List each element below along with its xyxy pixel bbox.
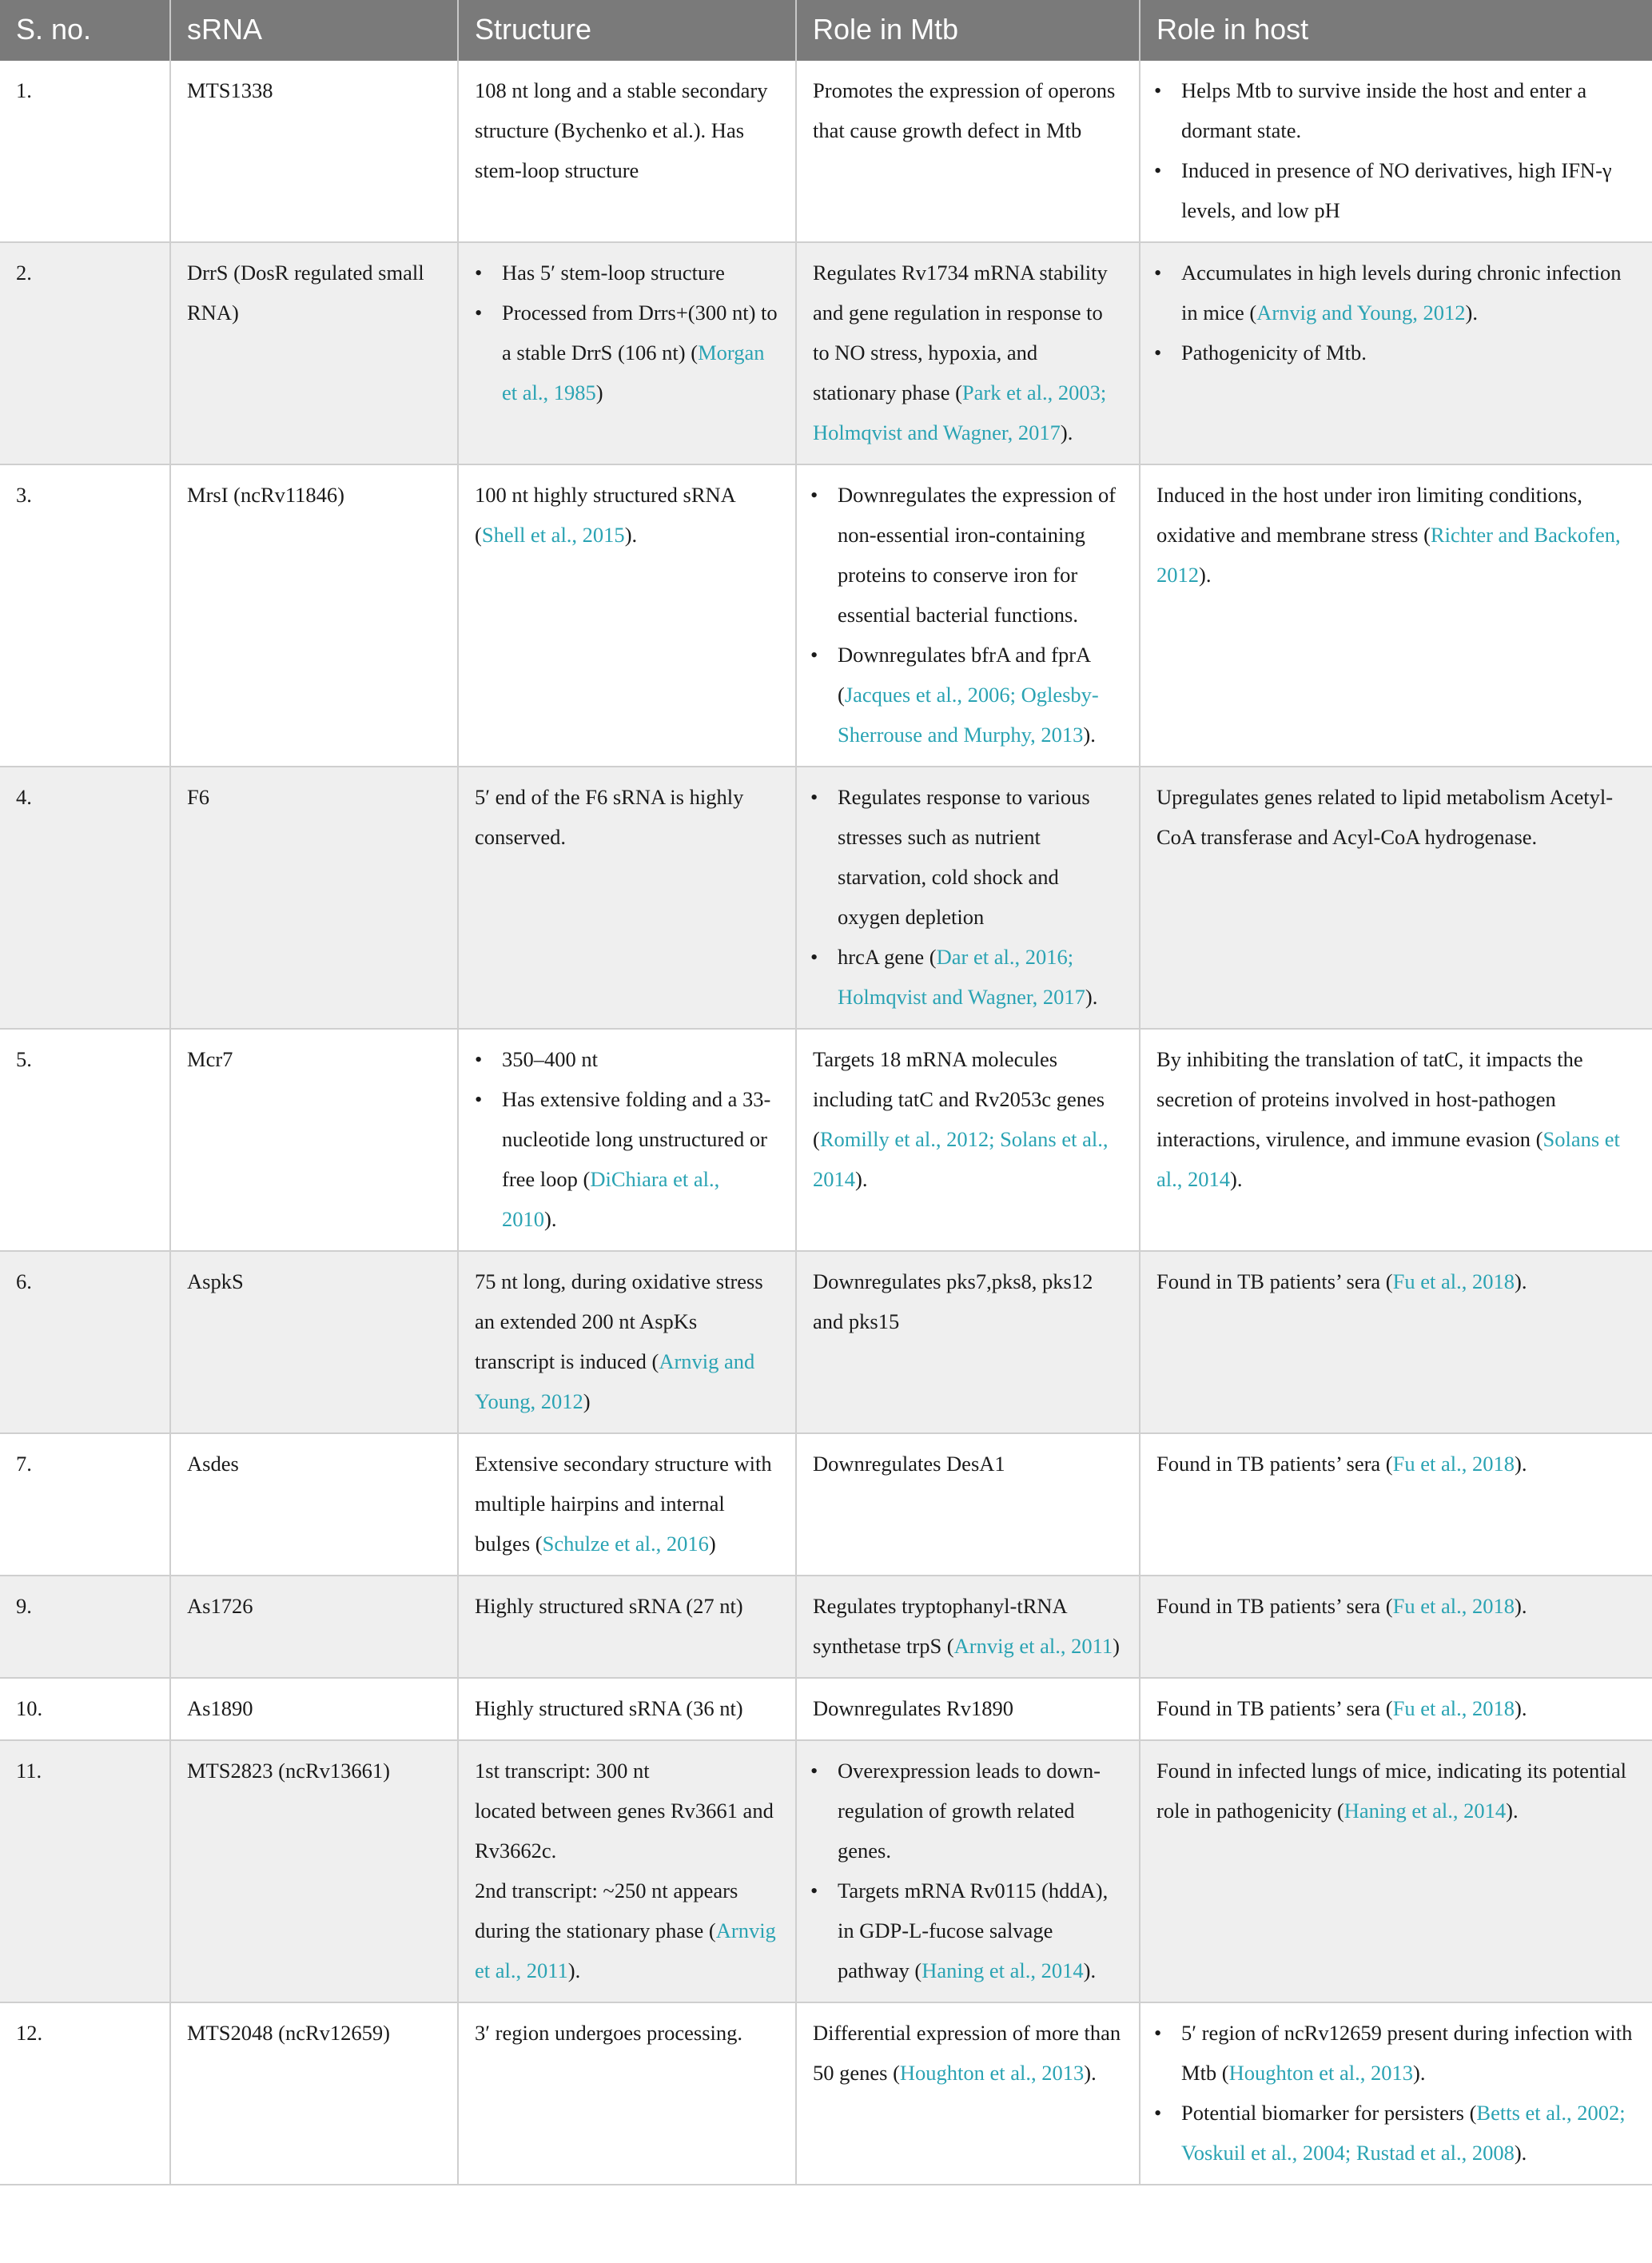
text-run: Upregulates genes related to lipid metabolism Acetyl-CoA transferase and Acyl-CoA hydrogenase. bbox=[1156, 785, 1614, 849]
bullet-list bbox=[475, 1039, 779, 1239]
bullet-list bbox=[810, 475, 1123, 755]
cell-srna: As1726 bbox=[170, 1576, 458, 1678]
cell-srna: As1890 bbox=[170, 1678, 458, 1740]
text-run: ). bbox=[1084, 2061, 1097, 2085]
header-structure: Structure bbox=[458, 0, 796, 61]
text-run: ). bbox=[1515, 1269, 1527, 1293]
text-run: ). bbox=[1506, 1799, 1519, 1823]
cell-structure bbox=[458, 767, 796, 1029]
cell-structure bbox=[458, 1251, 796, 1433]
text-run: ). bbox=[1199, 563, 1212, 587]
citation-link: Fu et al., 2018 bbox=[1392, 1269, 1515, 1293]
table-row bbox=[0, 1576, 1652, 1678]
citation-link: Park et al., 2003; Holmqvist and Wagner, 2017 bbox=[813, 380, 1107, 444]
text-run: ). bbox=[1083, 1958, 1097, 1982]
bullet-item bbox=[1181, 150, 1636, 230]
text-run: Highly structured sRNA (36 nt) bbox=[475, 1696, 743, 1720]
text-run: ). bbox=[1515, 1696, 1527, 1720]
cell-sno: 9. bbox=[0, 1576, 170, 1678]
citation-link: Houghton et al., 2013 bbox=[899, 2061, 1085, 2085]
citation-link: Haning et al., 2014 bbox=[922, 1958, 1084, 1982]
table-row bbox=[0, 464, 1652, 767]
text-run: Induced in the host under iron limiting conditions, oxidative and membrane stress ( bbox=[1156, 483, 1582, 547]
cell-srna: F6 bbox=[170, 767, 458, 1029]
cell-role-in-host bbox=[1140, 464, 1652, 767]
table-row bbox=[0, 1678, 1652, 1740]
cell-sno: 3. bbox=[0, 464, 170, 767]
bullet-list bbox=[475, 253, 779, 412]
cell-role-in-host bbox=[1140, 1576, 1652, 1678]
citation-link: Arnvig and Young, 2012 bbox=[1256, 301, 1466, 325]
header-srna: sRNA bbox=[170, 0, 458, 61]
cell-sno: 7. bbox=[0, 1433, 170, 1576]
bullet-item bbox=[838, 1751, 1123, 1871]
text-run: Found in TB patients’ sera ( bbox=[1156, 1594, 1393, 1618]
text-run: Targets 18 mRNA molecules including tatC and Rv2053c genes ( bbox=[813, 1047, 1105, 1151]
table-row bbox=[0, 767, 1652, 1029]
text-run: ) bbox=[708, 1532, 716, 1556]
bullet-item bbox=[838, 937, 1123, 1017]
cell-sno: 4. bbox=[0, 767, 170, 1029]
text-run: Potential biomarker for persisters ( bbox=[1181, 2101, 1477, 2125]
header-role-in-mtb: Role in Mtb bbox=[796, 0, 1140, 61]
bullet-item bbox=[1181, 2013, 1636, 2093]
cell-role-in-mtb bbox=[796, 1740, 1140, 2002]
table-body bbox=[0, 61, 1652, 2185]
bullet-item bbox=[1181, 70, 1636, 150]
bullet-list bbox=[1154, 2013, 1636, 2173]
cell-srna: AspkS bbox=[170, 1251, 458, 1433]
table-header bbox=[0, 0, 1652, 61]
header-row bbox=[0, 0, 1652, 61]
citation-link: Morgan et al., 1985 bbox=[502, 341, 765, 404]
citation-link: Fu et al., 2018 bbox=[1392, 1594, 1515, 1618]
cell-role-in-host bbox=[1140, 767, 1652, 1029]
bullet-list bbox=[1154, 253, 1636, 373]
citation-link: Solans et al., 2014 bbox=[1156, 1127, 1620, 1191]
citation-link: Fu et al., 2018 bbox=[1392, 1696, 1515, 1720]
bullet-item bbox=[1181, 333, 1636, 373]
text-run: 3′ region undergoes processing. bbox=[475, 2021, 743, 2045]
cell-sno: 6. bbox=[0, 1251, 170, 1433]
text-run: Downregulates DesA1 bbox=[813, 1452, 1005, 1476]
text-run: ). bbox=[1514, 2141, 1527, 2165]
bullet-item bbox=[502, 1039, 779, 1079]
cell-role-in-host bbox=[1140, 1740, 1652, 2002]
cell-srna: MTS2048 (ncRv12659) bbox=[170, 2002, 458, 2185]
text-run: Helps Mtb to survive inside the host and enter a dormant state. bbox=[1181, 78, 1587, 142]
cell-role-in-mtb bbox=[796, 1433, 1140, 1576]
cell-role-in-mtb bbox=[796, 61, 1140, 242]
cell-sno: 10. bbox=[0, 1678, 170, 1740]
cell-role-in-mtb bbox=[796, 1678, 1140, 1740]
cell-structure bbox=[458, 2002, 796, 2185]
cell-sno: 11. bbox=[0, 1740, 170, 2002]
bullet-item bbox=[502, 1079, 779, 1239]
text-run: Downregulates the expression of non-essential iron-containing proteins to conserve iron for essential bacterial functions. bbox=[838, 483, 1117, 627]
cell-structure bbox=[458, 242, 796, 464]
cell-structure bbox=[458, 464, 796, 767]
text-run: ). bbox=[1230, 1167, 1243, 1191]
text-run: Highly structured sRNA (27 nt) bbox=[475, 1594, 743, 1618]
cell-srna: MTS2823 (ncRv13661) bbox=[170, 1740, 458, 2002]
cell-srna: DrrS (DosR regulated small RNA) bbox=[170, 242, 458, 464]
cell-role-in-mtb bbox=[796, 242, 1140, 464]
text-run: Differential expression of more than 50 genes ( bbox=[813, 2021, 1121, 2085]
cell-role-in-mtb bbox=[796, 1029, 1140, 1251]
citation-link: Arnvig et al., 2011 bbox=[953, 1634, 1113, 1658]
cell-structure bbox=[458, 1740, 796, 2002]
text-run: Regulates Rv1734 mRNA stability and gene regulation in response to to NO stress, hypoxia, and stationary phase ( bbox=[813, 261, 1108, 404]
cell-role-in-host bbox=[1140, 2002, 1652, 2185]
table-row bbox=[0, 1029, 1652, 1251]
text-run: 108 nt long and a stable secondary structure (Bychenko et al.). Has stem-loop structure bbox=[475, 78, 768, 182]
text-run: Found in TB patients’ sera ( bbox=[1156, 1696, 1393, 1720]
text-run: ). bbox=[1413, 2061, 1426, 2085]
table-row bbox=[0, 1740, 1652, 2002]
text-run: 75 nt long, during oxidative stress an extended 200 nt AspKs transcript is induced ( bbox=[475, 1269, 763, 1373]
text-run: Found in TB patients’ sera ( bbox=[1156, 1269, 1393, 1293]
text-run: ). bbox=[544, 1207, 557, 1231]
text-run: ) bbox=[595, 380, 603, 404]
text-run: 1st transcript: 300 nt bbox=[475, 1759, 650, 1783]
text-run: Found in TB patients’ sera ( bbox=[1156, 1452, 1393, 1476]
table-row bbox=[0, 242, 1652, 464]
table-row bbox=[0, 1433, 1652, 1576]
bullet-item bbox=[838, 1871, 1123, 1990]
cell-role-in-mtb bbox=[796, 1576, 1140, 1678]
bullet-list bbox=[1154, 70, 1636, 230]
text-run: located between genes Rv3661 and Rv3662c. bbox=[475, 1799, 774, 1863]
text-run: Induced in presence of NO derivatives, high IFN-γ levels, and low pH bbox=[1181, 158, 1612, 222]
cell-sno: 2. bbox=[0, 242, 170, 464]
text-run: Has 5′ stem-loop structure bbox=[502, 261, 725, 285]
bullet-item bbox=[1181, 2093, 1636, 2173]
text-run: By inhibiting the translation of tatC, it impacts the secretion of proteins involved in host-pathogen interactions, virulence, and immune evasion ( bbox=[1156, 1047, 1583, 1151]
text-run: Regulates tryptophanyl-tRNA synthetase trpS ( bbox=[813, 1594, 1067, 1658]
text-run: ). bbox=[1060, 420, 1073, 444]
text-run: ) bbox=[583, 1389, 591, 1413]
citation-link: Romilly et al., 2012; Solans et al., 2014 bbox=[813, 1127, 1109, 1191]
text-run: Pathogenicity of Mtb. bbox=[1181, 341, 1367, 365]
header-role-in-host: Role in host bbox=[1140, 0, 1652, 61]
bullet-item bbox=[838, 475, 1123, 635]
citation-link: Arnvig and Young, 2012 bbox=[475, 1349, 755, 1413]
text-run: ). bbox=[567, 1958, 581, 1982]
text-run: 5′ end of the F6 sRNA is highly conserved. bbox=[475, 785, 744, 849]
bullet-list bbox=[810, 1751, 1123, 1990]
cell-role-in-host bbox=[1140, 242, 1652, 464]
cell-role-in-mtb bbox=[796, 1251, 1140, 1433]
text-run: ). bbox=[1083, 723, 1096, 747]
cell-structure bbox=[458, 61, 796, 242]
text-run: Promotes the expression of operons that cause growth defect in Mtb bbox=[813, 78, 1116, 142]
bullet-item bbox=[502, 293, 779, 412]
text-run: ). bbox=[1515, 1594, 1527, 1618]
cell-srna: Mcr7 bbox=[170, 1029, 458, 1251]
text-line bbox=[475, 1791, 779, 1871]
cell-role-in-mtb bbox=[796, 2002, 1140, 2185]
text-run: ). bbox=[855, 1167, 868, 1191]
text-line bbox=[475, 1751, 779, 1791]
bullet-item bbox=[1181, 253, 1636, 333]
bullet-list bbox=[810, 777, 1123, 1017]
text-run: Has extensive folding and a 33-nucleotide long unstructured or free loop ( bbox=[502, 1087, 771, 1191]
cell-srna: MrsI (ncRv11846) bbox=[170, 464, 458, 767]
cell-role-in-mtb bbox=[796, 767, 1140, 1029]
cell-role-in-host bbox=[1140, 61, 1652, 242]
cell-role-in-host bbox=[1140, 1433, 1652, 1576]
text-run: Processed from Drrs+(300 nt) to a stable DrrS (106 nt) ( bbox=[502, 301, 778, 365]
bullet-item bbox=[838, 777, 1123, 937]
citation-link: Betts et al., 2002; Voskuil et al., 2004; Rustad et al., 2008 bbox=[1181, 2101, 1626, 2165]
citation-link: Haning et al., 2014 bbox=[1343, 1799, 1507, 1823]
text-run: Downregulates pks7,pks8, pks12 and pks15 bbox=[813, 1269, 1093, 1333]
cell-structure bbox=[458, 1678, 796, 1740]
table-row bbox=[0, 1251, 1652, 1433]
citation-link: Fu et al., 2018 bbox=[1392, 1452, 1515, 1476]
text-run: ) bbox=[1113, 1634, 1120, 1658]
table-row bbox=[0, 61, 1652, 242]
cell-sno: 5. bbox=[0, 1029, 170, 1251]
bullet-item bbox=[838, 635, 1123, 755]
bullet-item bbox=[502, 253, 779, 293]
citation-link: Jacques et al., 2006; Oglesby-Sherrouse and Murphy, 2013 bbox=[838, 683, 1099, 747]
text-run: 5′ region of ncRv12659 present during infection with Mtb ( bbox=[1181, 2021, 1633, 2085]
cell-role-in-mtb bbox=[796, 464, 1140, 767]
text-run: 100 nt highly structured sRNA ( bbox=[475, 483, 735, 547]
text-run: 2nd transcript: ~250 nt appears during the stationary phase ( bbox=[475, 1879, 738, 1942]
cell-srna: Asdes bbox=[170, 1433, 458, 1576]
text-run: Downregulates bfrA and fprA ( bbox=[838, 643, 1090, 707]
citation-link: DiChiara et al., 2010 bbox=[502, 1167, 720, 1231]
text-run: 350–400 nt bbox=[502, 1047, 598, 1071]
cell-structure bbox=[458, 1029, 796, 1251]
cell-role-in-host bbox=[1140, 1029, 1652, 1251]
cell-structure bbox=[458, 1576, 796, 1678]
header-sno: S. no. bbox=[0, 0, 170, 61]
citation-link: Houghton et al., 2013 bbox=[1228, 2061, 1413, 2085]
table-row bbox=[0, 2002, 1652, 2185]
citation-link: Dar et al., 2016; Holmqvist and Wagner, 2017 bbox=[838, 945, 1085, 1009]
text-run: ). bbox=[1515, 1452, 1527, 1476]
text-run: Regulates response to various stresses such as nutrient starvation, cold shock and oxygen depletion bbox=[838, 785, 1090, 929]
cell-srna: MTS1338 bbox=[170, 61, 458, 242]
cell-structure bbox=[458, 1433, 796, 1576]
text-run: Extensive secondary structure with multiple hairpins and internal bulges ( bbox=[475, 1452, 772, 1556]
cell-role-in-host bbox=[1140, 1678, 1652, 1740]
text-run: Overexpression leads to down-regulation of growth related genes. bbox=[838, 1759, 1101, 1863]
citation-link: Schulze et al., 2016 bbox=[542, 1532, 709, 1556]
cell-role-in-host bbox=[1140, 1251, 1652, 1433]
citation-link: Shell et al., 2015 bbox=[481, 523, 625, 547]
text-run: Accumulates in high levels during chronic infection in mice ( bbox=[1181, 261, 1622, 325]
text-run: Targets mRNA Rv0115 (hddA), in GDP-L-fucose salvage pathway ( bbox=[838, 1879, 1109, 1982]
text-run: Downregulates Rv1890 bbox=[813, 1696, 1013, 1720]
text-run: ). bbox=[1085, 985, 1098, 1009]
text-line bbox=[475, 1871, 779, 1990]
cell-sno: 12. bbox=[0, 2002, 170, 2185]
citation-link: Arnvig et al., 2011 bbox=[475, 1918, 776, 1982]
citation-link: Richter and Backofen, 2012 bbox=[1156, 523, 1621, 587]
text-run: ). bbox=[624, 523, 638, 547]
cell-sno: 1. bbox=[0, 61, 170, 242]
text-run: Found in infected lungs of mice, indicating its potential role in pathogenicity ( bbox=[1156, 1759, 1627, 1823]
text-run: ). bbox=[1465, 301, 1478, 325]
text-run: hrcA gene ( bbox=[838, 945, 937, 969]
